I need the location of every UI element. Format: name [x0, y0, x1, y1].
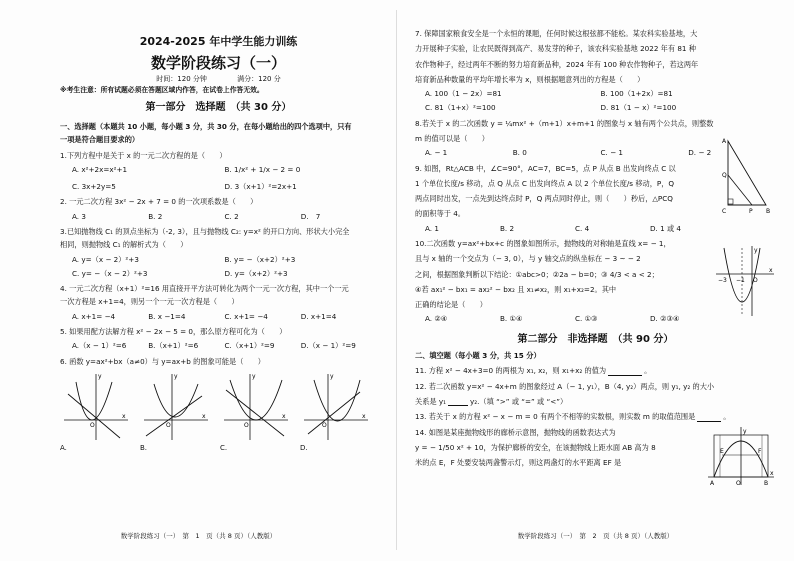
question-10-line2: 且与 x 轴的一个交点为（− 3, 0），与 y 轴交点的纵坐标在 − 3 ~ − 2	[415, 254, 641, 264]
question-11: 11. 方程 x² − 4x+3=0 的两根为 x₁, x₂，则 x₁+x₂ 的值为 。	[415, 366, 652, 376]
point-f-label: F	[758, 447, 762, 455]
option-c: C. ①③	[575, 314, 598, 324]
question-12: 12. 若二次函数 y=x² − 4x+m 的图象经过 A（− 1, y₁），B（4, y₂）两点，则 y₁, y₂ 的大小	[415, 381, 715, 391]
option-a: A. 1	[425, 223, 439, 233]
tick-minus-3: −3	[718, 276, 727, 284]
question-8-cont: m 的值可以是（ ）	[415, 133, 489, 143]
point-p-label: P	[749, 207, 753, 215]
option-b: B. 100（1+2x）=81	[600, 89, 673, 99]
question-7-options-row1	[415, 90, 776, 98]
question-7-options-row2	[415, 104, 776, 112]
question-3-options-row2	[60, 270, 377, 278]
option-b: B. y= −（x+2）²+3	[224, 254, 296, 264]
option-c: C. 4	[575, 223, 590, 233]
option-d: D. 3（x+1）²=2x+1	[224, 182, 297, 192]
point-a-label: A	[710, 479, 715, 487]
option-a: A. y=（x − 2）²+3	[72, 254, 139, 264]
option-c: C. 81（1+x）²=100	[425, 103, 496, 113]
option-c: C. y= −（x − 2）²+3	[72, 268, 148, 278]
option-a: A. x²+2x=x²+1	[72, 164, 128, 174]
option-d: D. 1 或 4	[650, 223, 682, 233]
graph-b-plot	[140, 370, 212, 442]
option-d: D. 7	[300, 211, 321, 221]
question-3: 3.已知抛物线 C₁ 的顶点坐标为（-2, 3），且与抛物线 C₂: y=x² 的开口方向、形状大小完全	[60, 227, 350, 237]
section-1-heading: 一、选择题（本题共 10 小题，每小题 3 分，共 30 分，在每小题给出的四个选项中，只有	[60, 122, 352, 132]
question-3-options-row1	[60, 256, 377, 264]
axis-x-label: x	[362, 412, 366, 420]
axis-y-label: y	[252, 372, 256, 380]
option-a: A. ②④	[425, 314, 448, 324]
question-4-cont: 一次方程是 x+1=4，则另一个一元一次方程是（ ）	[60, 297, 239, 307]
vertex-b-label: B	[766, 207, 771, 215]
question-4-options	[60, 313, 377, 321]
option-c: C. 3x+2y=5	[72, 182, 116, 192]
graph-option-c	[220, 370, 292, 452]
question-8: 8.若关于 x 的二次函数 y = ¼mx² +（m+1）x+m+1 的图象与 x 轴有两个公共点，则整数	[415, 118, 714, 128]
exam-time: 时间：120 分钟	[156, 74, 207, 83]
answer-blank	[448, 405, 468, 406]
exam-year-title: 2024-2025 年中学生能力训练	[139, 35, 298, 48]
question-2: 2. 一元二次方程 3x² − 2x + 7 = 0 的一次项系数是（ ）	[60, 197, 258, 207]
question-5-options	[60, 342, 377, 350]
question-9-line4: 的面积等于 4。	[415, 209, 465, 219]
question-10-line4: ④若 ax₁² − bx₁ = ax₂² − bx₂ 且 x₁≠x₂，则 x₁+x₂=2。其中	[415, 284, 617, 294]
graph-d-plot	[300, 370, 372, 442]
question-14-line2: y = − 1/50 x² + 10，为保护廊桥的安全，在该抛物线上距水面 AB 高为 8	[415, 442, 656, 452]
page-1-footer: 数学阶段练习（一） 第 1 页（共 8 页）（人教版）	[120, 532, 277, 541]
exam-meta	[60, 75, 377, 83]
origin-label: O	[322, 421, 327, 429]
question-10-block	[415, 240, 776, 309]
part-1-heading: 第一部分 选择题 （共 30 分）	[145, 101, 292, 113]
option-a: A. 3	[72, 211, 86, 221]
question-14-block	[415, 427, 776, 487]
triangle-figure	[722, 135, 774, 215]
point-b-label: B	[764, 479, 769, 487]
exam-score: 满分：120 分	[237, 74, 281, 83]
axis-x-label: x	[769, 266, 773, 274]
option-c: C. x+1= −4	[224, 311, 268, 321]
question-1: 1.下列方程中是关于 x 的一元二次方程的是（ ）	[60, 150, 227, 160]
question-4: 4. 一元二次方程（x+1）²=16 用直接开平方法可转化为两个一元一次方程，其中一个一元	[60, 284, 349, 294]
question-9-line2: 1 个单位长度/s 移动，点 Q 从点 C 出发向终点 A 以 2 个单位长度/s 移动，P，Q	[415, 178, 675, 188]
option-c: C.（x+1）²=9	[224, 341, 275, 351]
question-10-line3: 之间，根据图象判断以下结论：①abc>0；②2a − b=0；③ 4/3 < a < 2；	[415, 269, 659, 279]
question-9-line3: 两点同时出发，一点先到达终点时 P，Q 两点同时停止，则（ ）秒后，△PCQ	[415, 194, 673, 204]
origin-label: O	[736, 479, 741, 487]
option-b: B. 2	[148, 211, 163, 221]
tick-minus-1: −1	[736, 276, 745, 284]
exam-main-title: 数学阶段练习（一）	[150, 53, 286, 72]
graph-c-label: C.	[220, 443, 228, 452]
question-10: 10.二次函数 y=ax²+bx+c 的图象如图所示，抛物线的对称轴是直线 x= − 1，	[415, 238, 671, 248]
graph-d-label: D.	[300, 443, 308, 452]
question-13: 13. 若关于 x 的方程 x² − x − m = 0 有两个不相等的实数根，则实数 m 的取值范围是 。	[415, 412, 731, 422]
question-7-line3: 农作物种子，经过两年不断的努力培育新品种，2024 年有 100 种农作物种子，若这两年	[415, 59, 699, 69]
axis-x-label: x	[202, 412, 206, 420]
question-1-options-row2	[60, 183, 377, 191]
option-b: B. 2	[500, 223, 515, 233]
question-10-options	[415, 315, 725, 323]
option-b: B. 1/x² + 1/x − 2 = 0	[224, 164, 301, 174]
option-b: B.（x+1）²=6	[148, 341, 199, 351]
graph-option-d	[300, 370, 372, 452]
origin-label: O	[166, 421, 171, 429]
question-7: 7. 保障国家粮食安全是一个永恒的课题，任何时候这根弦都不能松。某农科实验基地，大	[415, 29, 698, 38]
option-b: B. x −1=4	[148, 311, 186, 321]
question-7-line4: 培育新品种数量的平均年增长率为 x，则根据题意列出的方程是（ ）	[415, 74, 645, 84]
origin-label: O	[244, 421, 249, 429]
option-c: C. 2	[224, 211, 239, 221]
option-a: A.（x − 1）²=6	[72, 341, 127, 351]
graph-a-plot	[60, 370, 132, 442]
graph-option-b	[140, 370, 212, 452]
page-2-footer: 数学阶段练习（一） 第 2 页（共 8 页）（人教版）	[517, 532, 674, 541]
option-a: A. x+1= −4	[72, 311, 116, 321]
point-e-label: E	[720, 447, 724, 455]
option-d: D. y=（x+2）²+3	[224, 268, 288, 278]
question-14: 14. 如图是某座抛物线形的廊桥示意图，抛物线的函数表达式为	[415, 427, 616, 437]
origin-label: O	[90, 421, 95, 429]
axis-y-label: y	[174, 372, 178, 380]
question-14-line3: 米的点 E，F 处要安装两盏警示灯，则这两盏灯的水平距离 EF 是	[415, 458, 622, 468]
question-5: 5. 如果用配方法解方程 x² − 2x − 5 = 0，那么原方程可化为（ ）	[60, 326, 287, 336]
part-2-heading: 第二部分 非选择题 （共 90 分）	[517, 333, 674, 345]
page-2	[397, 0, 794, 561]
origin-label: O	[753, 276, 758, 284]
answer-blank	[608, 375, 642, 376]
question-12-cont: 关系是 y₁ y₂.（填 “>” 或 “=” 或 “<”）	[415, 396, 568, 406]
point-q-label: Q	[722, 171, 727, 179]
graph-c-plot	[220, 370, 292, 442]
option-d: D. ②③④	[650, 314, 680, 324]
axis-y-label: y	[98, 372, 102, 380]
axis-y-label: y	[754, 246, 758, 254]
option-d: D. x+1=4	[300, 311, 337, 321]
question-1-options-row1	[60, 166, 377, 174]
option-d: D. − 2	[688, 148, 712, 158]
option-c: C. − 1	[600, 148, 623, 158]
question-10-line5: 正确的结论是（ ）	[415, 300, 487, 310]
question-3-cont: 相同，则抛物线 C₁ 的解析式为（ ）	[60, 240, 188, 250]
option-b: B. ①④	[500, 314, 523, 324]
question-9-options	[415, 225, 725, 233]
option-d: D.（x − 1）²=9	[300, 341, 356, 351]
exam-notice: ※考生注意：所有试题必须在答题区域内作答，在试卷上作答无效。	[60, 85, 264, 94]
vertex-c-label: C	[722, 207, 727, 215]
question-2-options	[60, 213, 377, 221]
graph-b-label: B.	[140, 443, 148, 452]
graph-a-label: A.	[60, 443, 67, 452]
axis-y-label: y	[330, 372, 334, 380]
graph-option-a	[60, 370, 132, 452]
bridge-figure	[706, 425, 776, 487]
section-2-heading: 二、填空题（每小题 3 分，共 15 分）	[415, 351, 541, 361]
question-7-line2: 力开展种子实验，让农民既得到高产、易发芽的种子，该农科实验基地 2022 年有 81 种	[415, 44, 696, 54]
question-6: 6. 函数 y=ax²+bx（a≠0）与 y=ax+b 的图象可能是（ ）	[60, 356, 265, 366]
axis-x-label: x	[122, 412, 126, 420]
question-9: 9. 如图，Rt△ACB 中，∠C=90°，AC=7，BC=5，点 P 从点 B 出发向终点 C 以	[415, 163, 676, 173]
option-d: D. 81（1 − x）²=100	[600, 103, 677, 113]
parabola-figure	[714, 244, 776, 318]
option-a: A. − 1	[425, 148, 448, 158]
answer-blank	[697, 421, 721, 422]
option-a: A. 100（1 − 2x）=81	[425, 89, 502, 99]
axis-y-label: y	[743, 427, 747, 435]
axis-x-label: x	[770, 469, 774, 477]
section-1-heading-cont: 一项是符合题目要求的）	[60, 135, 140, 145]
question-6-graphs	[60, 370, 377, 452]
option-b: B. 0	[512, 148, 527, 158]
axis-x-label: x	[282, 412, 286, 420]
vertex-a-label: A	[722, 137, 727, 145]
